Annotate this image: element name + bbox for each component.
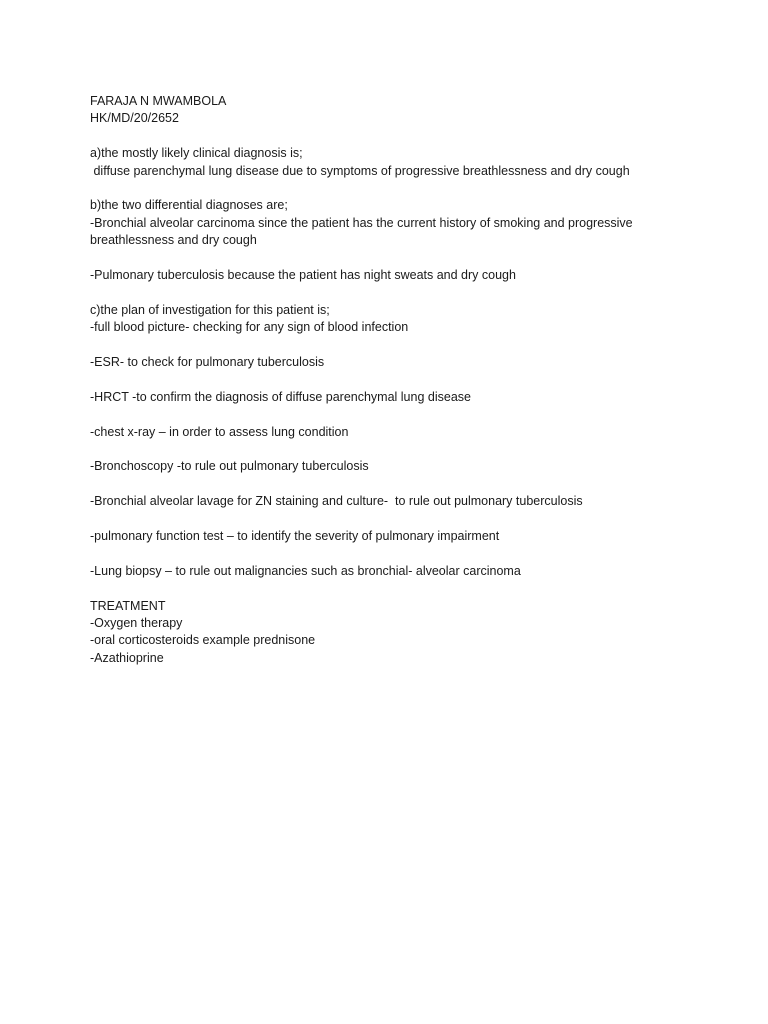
document-body [90,93,690,667]
treatment-item: -oral corticosteroids example prednisone [90,633,316,648]
investigation-item: -ESR- to check for pulmonary tuberculosis [90,355,325,370]
investigation-item: -Bronchoscopy -to rule out pulmonary tuberculosis [90,459,369,474]
spacer [90,476,690,493]
investigation-item: -pulmonary function test – to identify the severity of pulmonary impairment [90,529,500,543]
differential-1-line-1: -Bronchial alveolar carcinoma since the patient has the current history of smoking and progressive [90,215,633,230]
answer-a: diffuse parenchymal lung disease due to symptoms of progressive breathlessness and dry cough [90,163,630,178]
treatment-heading: TREATMENT [90,598,166,613]
treatment-item: -Azathioprine [90,650,164,665]
spacer [90,128,690,145]
investigation-item: -Bronchial alveolar lavage for ZN staining and culture- to rule out pulmonary tuberculosis [90,494,583,509]
spacer [90,371,690,388]
differential-1-line-2: breathlessness and dry cough [90,233,257,248]
spacer [90,180,690,197]
spacer [90,406,690,423]
treatment-item: -Oxygen therapy [90,616,183,630]
differential-2: -Pulmonary tuberculosis because the patient has night sweats and dry cough [90,268,516,283]
investigation-item: -Lung biopsy – to rule out malignancies such as bronchial- alveolar carcinoma [90,563,521,578]
registration-number: HK/MD/20/2652 [90,111,179,126]
question-a: a)the mostly likely clinical diagnosis is; [90,146,303,161]
spacer [90,441,690,458]
spacer [90,511,690,528]
spacer [90,337,690,354]
question-b: b)the two differential diagnoses are; [90,198,288,213]
spacer [90,580,690,597]
spacer [90,250,690,267]
investigation-item: -full blood picture- checking for any sign of blood infection [90,320,409,335]
spacer [90,284,690,301]
question-c: c)the plan of investigation for this patient is; [90,302,330,317]
spacer [90,545,690,562]
investigation-item: -HRCT -to confirm the diagnosis of diffuse parenchymal lung disease [90,389,471,404]
author-name: FARAJA N MWAMBOLA [90,94,227,108]
investigation-item: -chest x-ray – in order to assess lung condition [90,424,349,439]
